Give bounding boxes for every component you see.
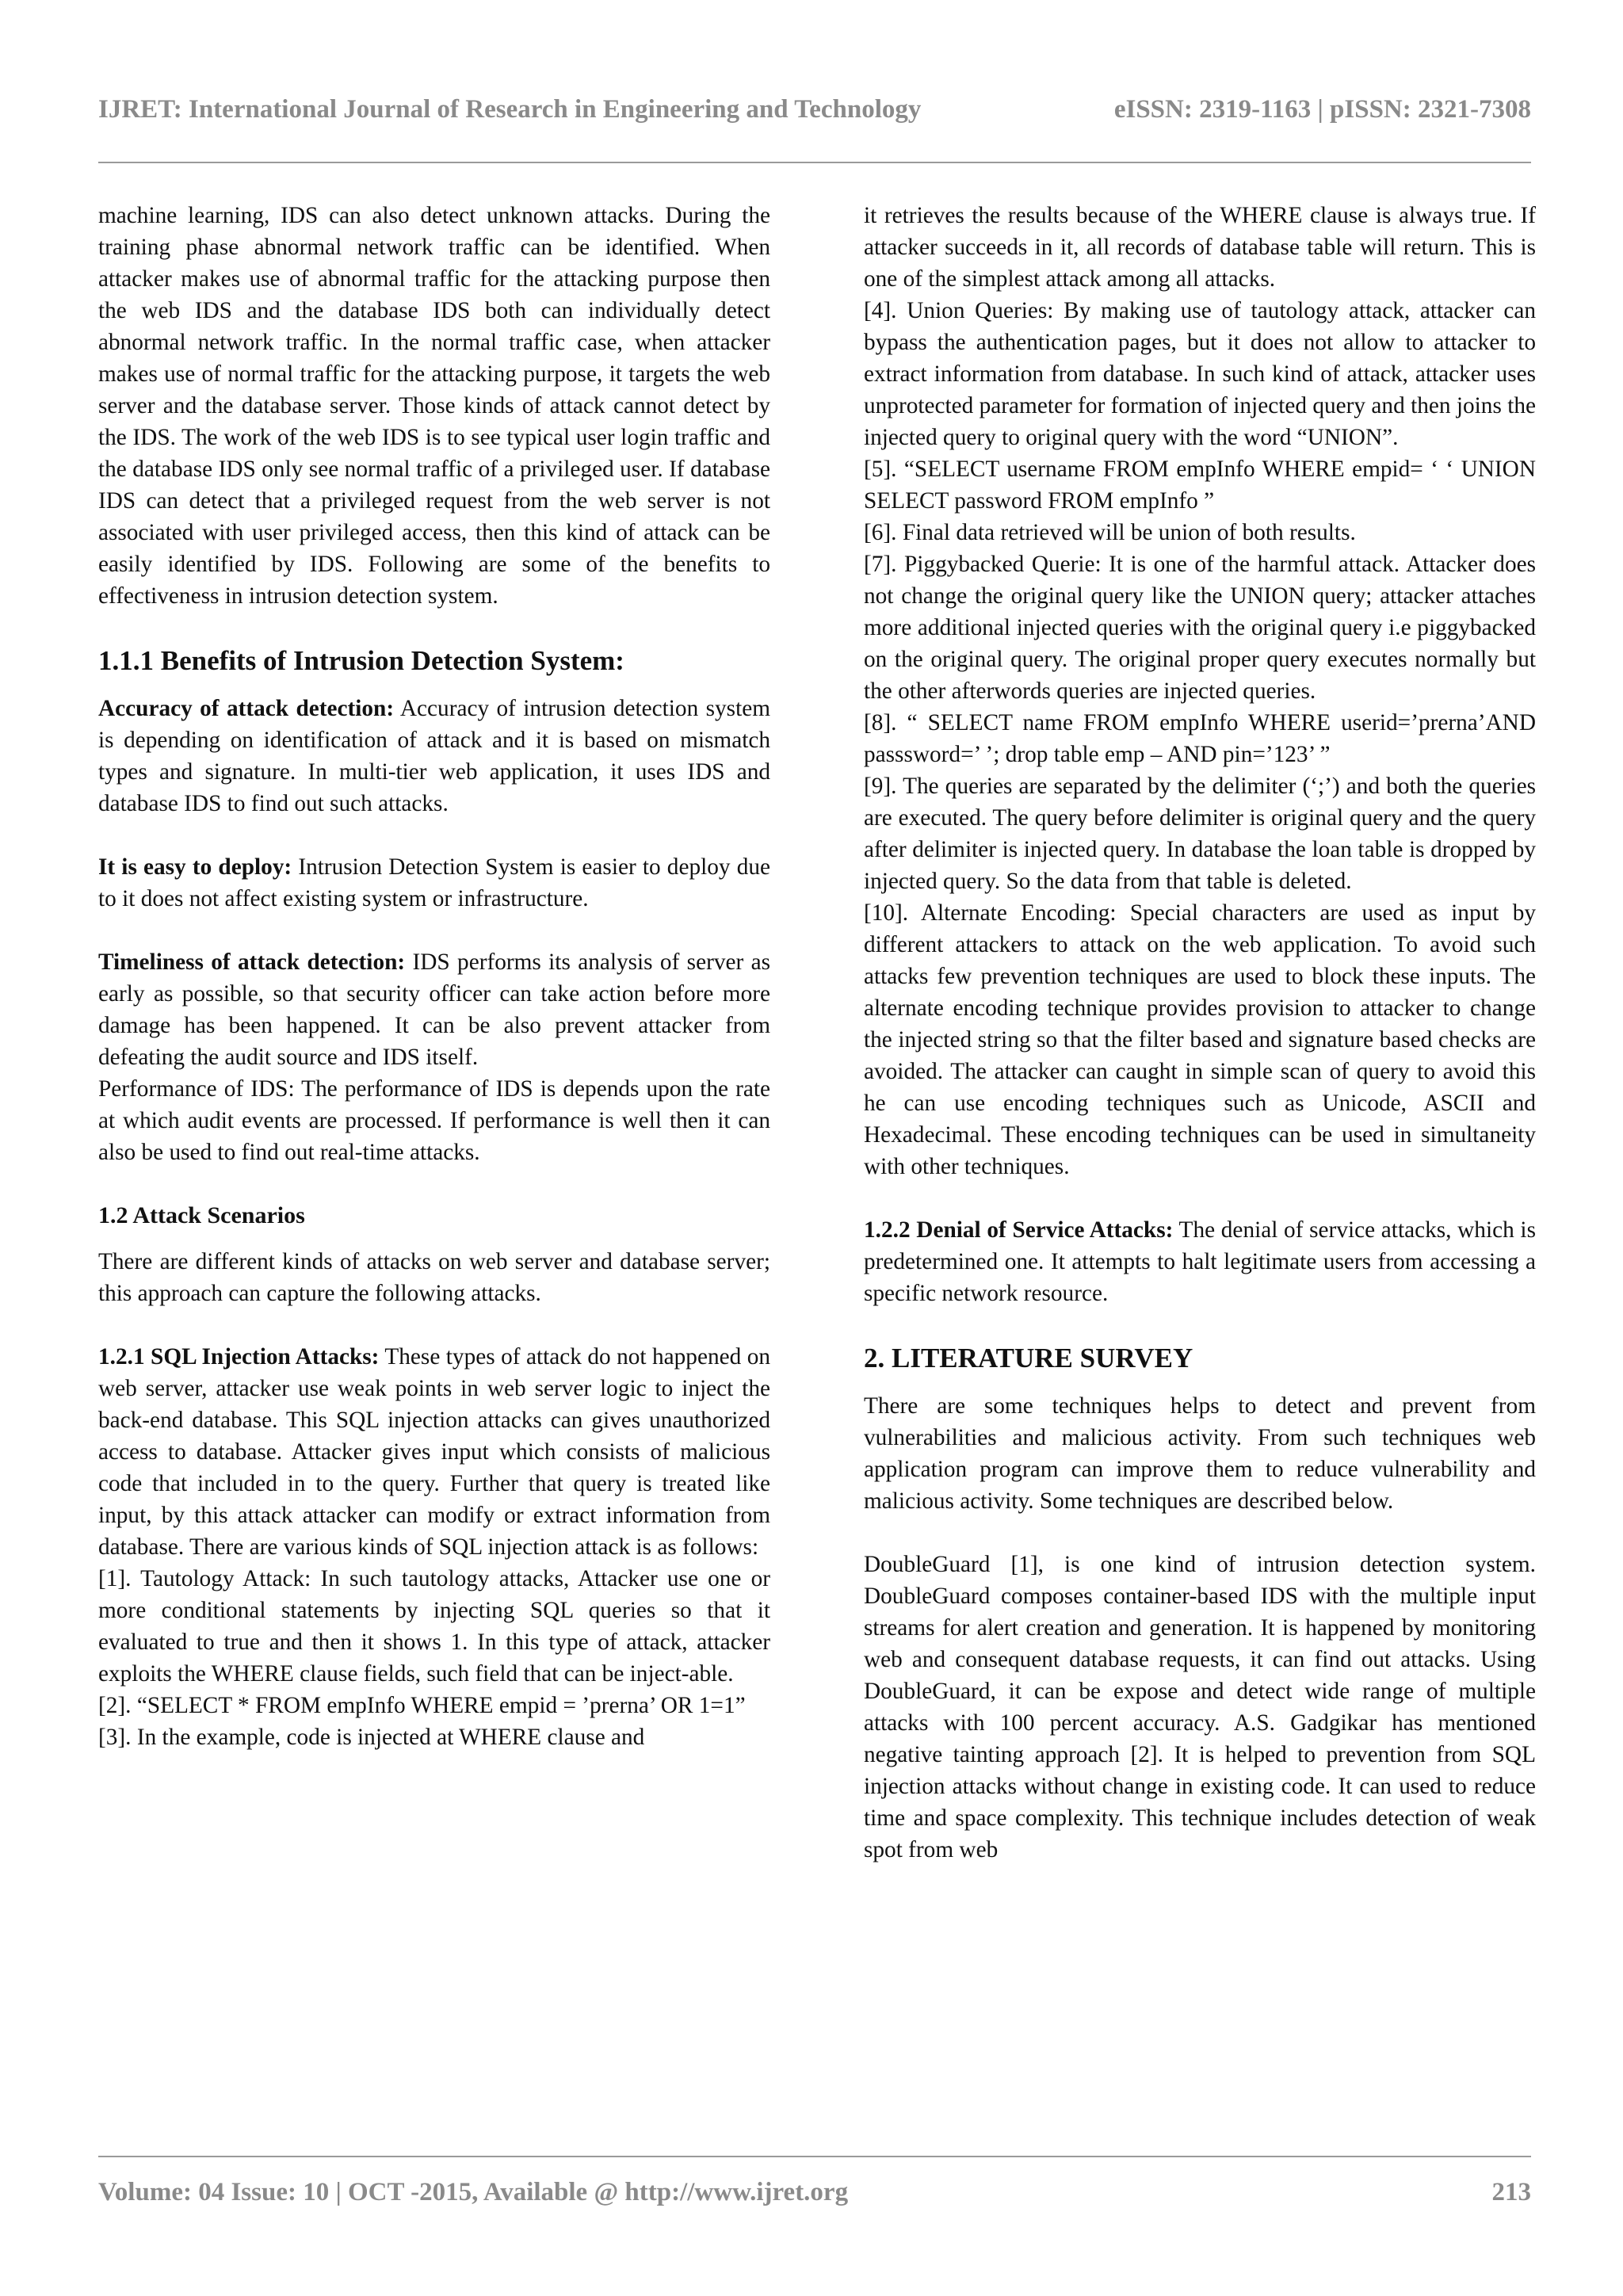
literature-paragraph-1: There are some techniques helps to detect and prevent from vulnerabilities and malicious activity. From such techniques web application program can improve them to reduce vulnerability and malicious activity. Some techniques are described below. [864,1393,1536,1514]
ref-item [864,897,1536,1182]
header-rule [98,162,1531,163]
ref-item [864,295,1536,453]
ref-item [864,453,1536,517]
issn: eISSN: 2319-1163 | pISSN: 2321-7308 [1113,95,1531,124]
accuracy-paragraph [98,693,770,819]
sql-text: These types of attack do not happened on web server, attacker use weak points in web server logic to inject the back-end database. This SQL injection attacks can gives unauthorized access to database. Attacker gives input which consists of malicious code that included in to the query. Further that query is treated like input, by this attack attacker can modify or extract information from database. There are various kinds of SQL injection attack is as follows: [98,1344,770,1560]
ref-label: [2]. [98,1693,132,1718]
ref-item [98,1690,770,1721]
ref-item [864,770,1536,897]
ref-item [864,548,1536,707]
dos-paragraph [864,1214,1536,1309]
ref-item [864,707,1536,770]
ref-label: [6]. [864,520,897,545]
ref-text: Union Queries: By making use of tautology attack, attacker can bypass the authentication pages, but it does not allow to attacker to extract information from database. In such kind of attack, attacker uses unprotected parameter for formation of injected query and then joins the injected query to original query with the word “UNION”. [864,298,1536,450]
ref-label: [5]. [864,457,897,482]
deploy-text: Intrusion Detection System is easier to deploy due to it does not affect existing system or infrastructure. [98,854,770,911]
left-column [98,200,770,1753]
timeliness-paragraph [98,946,770,1073]
performance-paragraph: Performance of IDS: The performance of IDS is depends upon the rate at which audit events are processed. If performance is well then it can also be used to find out real-time attacks. [98,1076,770,1165]
ref-label: [7]. [864,552,897,577]
dos-text: The denial of service attacks, which is predetermined one. It attempts to halt legitimate users from accessing a specific network resource. [864,1217,1536,1306]
journal-title: IJRET: International Journal of Research in Engineering and Technology [98,95,922,124]
ref-label: [9]. [864,774,897,799]
running-header [98,95,1531,135]
scenarios-paragraph: There are different kinds of attacks on web server and database server; this approach can capture the following attacks. [98,1249,770,1306]
deploy-label: It is easy to deploy: [98,854,292,880]
ref-label: [10]. [864,900,909,926]
timeliness-text: IDS performs its analysis of server as early as possible, so that security officer can take action before more damage has been happened. It can be also prevent attacker from defeating the audit source and IDS itself. [98,949,770,1070]
dos-label: 1.2.2 Denial of Service Attacks: [864,1217,1174,1243]
ref-text: The queries are separated by the delimiter (‘;’) and both the queries are executed. The query before delimiter is original query and the query after delimiter is injected query. In database the loan table is dropped by injected query. So the data from that table is deleted. [864,774,1536,894]
ref-text: Alternate Encoding: Special characters are used as input by different attackers to attack on the web application. To avoid such attacks few prevention techniques are used to block these inputs. The alternate encoding technique provides provision to attacker to change the injected string so that the filter based and signature based checks are avoided. The attacker can caught in simple scan of query to avoid this he can use encoding techniques such as Unicode, ASCII and Hexadecimal. These encoding techniques can be used in simultaneity with other techniques. [864,900,1536,1179]
deploy-paragraph [98,851,770,915]
literature-paragraph-2: DoubleGuard [1], is one kind of intrusion detection system. DoubleGuard composes container-based IDS with the multiple input streams for alert creation and generation. It is happened by monitoring web and consequent database requests, it can find out attacks. Using DoubleGuard, it can be expose and detect wide range of multiple attacks with 100 percent accuracy. A.S. Gadgikar has mentioned negative tainting approach [2]. It is helped to prevention from SQL injection attacks without change in existing code. It can used to reduce time and space complexity. This technique includes detection of weak spot from web [864,1552,1536,1862]
ref-text: “ SELECT name FROM empInfo WHERE userid=’prerna’AND passsword=’ ’; drop table emp – AND pin=’123’ ” [864,710,1536,767]
heading-benefits: 1.1.1 Benefits of Intrusion Detection System: [98,645,624,676]
volume-info: Volume: 04 Issue: 10 | OCT -2015, Available @ http://www.ijret.org [98,2178,849,2206]
heading-literature-survey: 2. LITERATURE SURVEY [864,1343,1193,1373]
sql-label: 1.2.1 SQL Injection Attacks: [98,1344,380,1370]
ref-item [98,1721,770,1753]
ref-label: [4]. [864,298,897,323]
ref-text: Piggybacked Querie: It is one of the harmful attack. Attacker does not change the original query like the UNION query; attacker attaches more additional injected queries with the original query i.e piggybacked on the original query. The original proper query executes normally but the other afterwords queries are injected queries. [864,552,1536,704]
heading-scenarios: 1.2 Attack Scenarios [98,1202,305,1228]
right-column [864,200,1536,1866]
ref-text: Tautology Attack: In such tautology attacks, Attacker use one or more conditional statements by injecting SQL queries so that it evaluated to true and then it shows 1. In this type of attack, attacker exploits the WHERE clause fields, such field that can be inject-able. [98,1566,770,1687]
ref-text: “SELECT * FROM empInfo WHERE empid = ’prerna’ OR 1=1” [131,1693,746,1718]
ref-text: In the example, code is injected at WHERE clause and [131,1725,645,1750]
continued-paragraph: it retrieves the results because of the WHERE clause is always true. If attacker succeeds in it, all records of database table will return. This is one of the simplest attack among all attacks. [864,203,1536,292]
ref-label: [3]. [98,1725,132,1750]
page-number: 213 [1491,2178,1531,2206]
accuracy-label: Accuracy of attack detection: [98,696,395,721]
running-footer [98,2178,1531,2218]
ref-item [864,517,1536,548]
ref-label: [1]. [98,1566,132,1591]
ref-text: Final data retrieved will be union of both results. [896,520,1356,545]
sql-paragraph [98,1341,770,1563]
intro-paragraph: machine learning, IDS can also detect unknown attacks. During the training phase abnormal network traffic can be identified. When attacker makes use of abnormal traffic for the attacking purpose then the web IDS and the database IDS both can individually detect abnormal network traffic. In the normal traffic case, when attacker makes use of normal traffic for the attacking purpose, it targets the web server and the database server. Those kinds of attack cannot detect by the IDS. The work of the web IDS is to see typical user login traffic and the database IDS only see normal traffic of a privileged user. If database IDS can detect that a privileged request from the web server is not associated with user privileged access, then this kind of attack can be easily identified by IDS. Following are some of the benefits to effectiveness in intrusion detection system. [98,203,770,609]
footer-rule [98,2156,1531,2157]
ref-text: “SELECT username FROM empInfo WHERE empid= ‘ ‘ UNION SELECT password FROM empInfo ” [864,457,1536,514]
accuracy-text: Accuracy of intrusion detection system is depending on identification of attack and it is based on mismatch types and signature. In multi-tier web application, it uses IDS and database IDS to find out such attacks. [98,696,770,816]
ref-label: [8]. [864,710,897,735]
ref-item [98,1563,770,1690]
timeliness-label: Timeliness of attack detection: [98,949,406,975]
